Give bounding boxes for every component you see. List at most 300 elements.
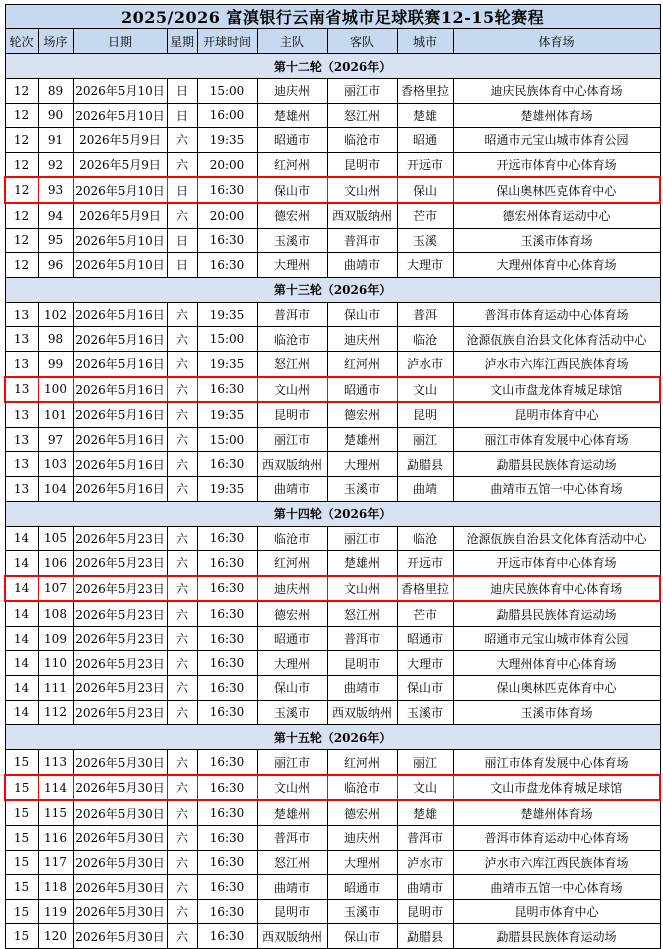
header-venue: 体育场 — [453, 29, 660, 54]
cell-date: 2026年5月16日 — [73, 476, 167, 501]
cell-venue: 玉溪市体育场 — [453, 700, 660, 725]
cell-date: 2026年5月30日 — [73, 899, 167, 924]
cell-date: 2026年5月23日 — [73, 551, 167, 576]
match-row — [5, 651, 660, 676]
cell-city: 普洱市 — [397, 826, 453, 851]
cell-away-team: 昭通市 — [327, 377, 397, 403]
cell-round: 13 — [5, 302, 38, 327]
cell-venue: 沧源佤族自治县文化体育活动中心 — [453, 526, 660, 551]
cell-home-team: 大理州 — [257, 651, 327, 676]
cell-kickoff: 16:30 — [197, 899, 257, 924]
cell-round: 14 — [5, 676, 38, 701]
cell-match-no: 103 — [38, 452, 73, 477]
cell-city: 开远市 — [397, 152, 453, 177]
cell-venue: 曲靖市五馆一中心体育场 — [453, 476, 660, 501]
cell-match-no: 116 — [38, 826, 73, 851]
cell-away-team: 保山市 — [327, 924, 397, 949]
cell-date: 2026年5月16日 — [73, 302, 167, 327]
cell-away-team: 楚雄州 — [327, 427, 397, 452]
cell-venue: 勐腊县民族体育运动场 — [453, 924, 660, 949]
cell-city: 保山市 — [397, 676, 453, 701]
match-row — [5, 750, 660, 775]
cell-home-team: 丽江市 — [257, 750, 327, 775]
cell-round: 15 — [5, 850, 38, 875]
cell-kickoff: 19:35 — [197, 351, 257, 376]
cell-city: 勐腊县 — [397, 452, 453, 477]
cell-round: 15 — [5, 800, 38, 825]
cell-round: 14 — [5, 601, 38, 626]
cell-round: 14 — [5, 576, 38, 602]
cell-city: 昭通市 — [397, 626, 453, 651]
cell-match-no: 110 — [38, 651, 73, 676]
cell-away-team: 楚雄州 — [327, 551, 397, 576]
cell-date: 2026年5月30日 — [73, 800, 167, 825]
cell-kickoff: 16:30 — [197, 775, 257, 801]
cell-kickoff: 16:30 — [197, 750, 257, 775]
cell-match-no: 92 — [38, 152, 73, 177]
cell-weekday: 六 — [167, 452, 197, 477]
match-row — [5, 152, 660, 177]
cell-home-team: 玉溪市 — [257, 228, 327, 253]
cell-away-team: 德宏州 — [327, 800, 397, 825]
cell-round: 13 — [5, 377, 38, 403]
cell-away-team: 昆明市 — [327, 651, 397, 676]
cell-city: 泸水市 — [397, 351, 453, 376]
match-row — [5, 351, 660, 376]
cell-home-team: 红河州 — [257, 551, 327, 576]
cell-kickoff: 19:35 — [197, 476, 257, 501]
cell-home-team: 迪庆州 — [257, 79, 327, 104]
cell-match-no: 113 — [38, 750, 73, 775]
cell-away-team: 大理州 — [327, 452, 397, 477]
cell-kickoff: 16:30 — [197, 253, 257, 278]
cell-kickoff: 19:35 — [197, 302, 257, 327]
cell-kickoff: 16:30 — [197, 875, 257, 900]
cell-match-no: 96 — [38, 253, 73, 278]
cell-round: 13 — [5, 476, 38, 501]
cell-kickoff: 16:30 — [197, 601, 257, 626]
cell-date: 2026年5月30日 — [73, 875, 167, 900]
match-row — [5, 128, 660, 153]
header-away: 客队 — [327, 29, 397, 54]
cell-city: 开远市 — [397, 551, 453, 576]
cell-venue: 曲靖市五馆一中心体育场 — [453, 875, 660, 900]
match-row — [5, 899, 660, 924]
cell-round: 14 — [5, 551, 38, 576]
match-row — [5, 452, 660, 477]
cell-home-team: 大理州 — [257, 253, 327, 278]
round-label: 第十二轮（2026年） — [5, 54, 660, 79]
cell-venue: 楚雄州体育场 — [453, 103, 660, 128]
cell-city: 曲靖市 — [397, 875, 453, 900]
cell-round: 13 — [5, 427, 38, 452]
cell-date: 2026年5月10日 — [73, 79, 167, 104]
match-row — [5, 476, 660, 501]
match-row — [5, 427, 660, 452]
cell-date: 2026年5月9日 — [73, 128, 167, 153]
cell-kickoff: 19:35 — [197, 128, 257, 153]
cell-date: 2026年5月30日 — [73, 924, 167, 949]
cell-date: 2026年5月23日 — [73, 526, 167, 551]
cell-date: 2026年5月9日 — [73, 203, 167, 228]
cell-weekday: 六 — [167, 750, 197, 775]
header-home: 主队 — [257, 29, 327, 54]
cell-kickoff: 16:30 — [197, 850, 257, 875]
cell-home-team: 普洱市 — [257, 826, 327, 851]
cell-kickoff: 16:30 — [197, 526, 257, 551]
cell-round: 15 — [5, 750, 38, 775]
header-round: 轮次 — [5, 29, 38, 54]
page-title: 2025/2026 富滇银行云南省城市足球联赛12-15轮赛程 — [5, 5, 660, 29]
cell-round: 12 — [5, 203, 38, 228]
cell-match-no: 120 — [38, 924, 73, 949]
cell-kickoff: 16:30 — [197, 626, 257, 651]
cell-away-team: 丽江市 — [327, 79, 397, 104]
cell-round: 13 — [5, 327, 38, 352]
cell-round: 15 — [5, 899, 38, 924]
cell-home-team: 昭通市 — [257, 128, 327, 153]
cell-match-no: 118 — [38, 875, 73, 900]
cell-match-no: 102 — [38, 302, 73, 327]
match-row — [5, 601, 660, 626]
cell-home-team: 迪庆州 — [257, 576, 327, 602]
cell-round: 14 — [5, 651, 38, 676]
cell-home-team: 曲靖市 — [257, 476, 327, 501]
cell-city: 文山 — [397, 377, 453, 403]
cell-away-team: 昆明市 — [327, 152, 397, 177]
round-header-row — [5, 277, 660, 302]
cell-city: 普洱 — [397, 302, 453, 327]
cell-home-team: 昭通市 — [257, 626, 327, 651]
cell-city: 丽江 — [397, 750, 453, 775]
cell-venue: 大理州体育中心体育场 — [453, 651, 660, 676]
cell-city: 昆明 — [397, 402, 453, 427]
header-weekday: 星期 — [167, 29, 197, 54]
schedule-sheet — [4, 4, 659, 949]
cell-round: 15 — [5, 826, 38, 851]
cell-weekday: 六 — [167, 924, 197, 949]
cell-away-team: 临沧市 — [327, 128, 397, 153]
cell-kickoff: 20:00 — [197, 152, 257, 177]
cell-away-team: 德宏州 — [327, 402, 397, 427]
cell-venue: 玉溪市体育场 — [453, 228, 660, 253]
match-row — [5, 850, 660, 875]
cell-home-team: 临沧市 — [257, 526, 327, 551]
cell-weekday: 六 — [167, 128, 197, 153]
cell-venue: 昆明市体育中心 — [453, 402, 660, 427]
cell-weekday: 日 — [167, 79, 197, 104]
cell-home-team: 昆明市 — [257, 899, 327, 924]
cell-date: 2026年5月16日 — [73, 427, 167, 452]
cell-home-team: 玉溪市 — [257, 700, 327, 725]
cell-match-no: 105 — [38, 526, 73, 551]
cell-venue: 泸水市六库江西民族体育场 — [453, 850, 660, 875]
cell-away-team: 文山州 — [327, 576, 397, 602]
cell-home-team: 西双版纳州 — [257, 452, 327, 477]
cell-kickoff: 16:30 — [197, 576, 257, 602]
cell-date: 2026年5月23日 — [73, 576, 167, 602]
cell-kickoff: 15:00 — [197, 79, 257, 104]
round-label: 第十三轮（2026年） — [5, 277, 660, 302]
match-row — [5, 203, 660, 228]
cell-venue: 昆明市体育中心 — [453, 899, 660, 924]
cell-kickoff: 16:30 — [197, 700, 257, 725]
cell-away-team: 怒江州 — [327, 601, 397, 626]
cell-home-team: 文山州 — [257, 377, 327, 403]
match-row — [5, 924, 660, 949]
cell-weekday: 六 — [167, 551, 197, 576]
cell-weekday: 日 — [167, 103, 197, 128]
cell-match-no: 99 — [38, 351, 73, 376]
cell-venue: 昭通市元宝山城市体育公园 — [453, 128, 660, 153]
cell-city: 文山 — [397, 775, 453, 801]
cell-city: 芒市 — [397, 601, 453, 626]
cell-match-no: 89 — [38, 79, 73, 104]
cell-venue: 德宏州体育运动中心 — [453, 203, 660, 228]
cell-match-no: 100 — [38, 377, 73, 403]
cell-kickoff: 19:35 — [197, 402, 257, 427]
cell-away-team: 普洱市 — [327, 228, 397, 253]
cell-match-no: 111 — [38, 676, 73, 701]
cell-weekday: 六 — [167, 899, 197, 924]
cell-venue: 丽江市体育发展中心体育场 — [453, 750, 660, 775]
cell-kickoff: 16:30 — [197, 177, 257, 203]
match-row — [5, 551, 660, 576]
round-header-row — [5, 725, 660, 750]
cell-away-team: 曲靖市 — [327, 253, 397, 278]
cell-city: 临沧 — [397, 327, 453, 352]
cell-kickoff: 16:30 — [197, 800, 257, 825]
match-row — [5, 626, 660, 651]
cell-round: 14 — [5, 626, 38, 651]
match-row — [5, 79, 660, 104]
cell-away-team: 曲靖市 — [327, 676, 397, 701]
cell-away-team: 昭通市 — [327, 875, 397, 900]
match-row — [5, 228, 660, 253]
cell-match-no: 93 — [38, 177, 73, 203]
cell-venue: 昭通市元宝山城市体育公园 — [453, 626, 660, 651]
cell-round: 12 — [5, 253, 38, 278]
cell-match-no: 115 — [38, 800, 73, 825]
cell-match-no: 104 — [38, 476, 73, 501]
cell-venue: 沧源佤族自治县文化体育活动中心 — [453, 327, 660, 352]
cell-home-team: 曲靖市 — [257, 875, 327, 900]
cell-away-team: 大理州 — [327, 850, 397, 875]
cell-date: 2026年5月16日 — [73, 327, 167, 352]
cell-away-team: 临沧市 — [327, 775, 397, 801]
cell-home-team: 怒江州 — [257, 850, 327, 875]
match-row — [5, 526, 660, 551]
cell-city: 昭通 — [397, 128, 453, 153]
cell-away-team: 红河州 — [327, 750, 397, 775]
cell-city: 临沧 — [397, 526, 453, 551]
cell-city: 香格里拉 — [397, 79, 453, 104]
cell-date: 2026年5月30日 — [73, 826, 167, 851]
cell-date: 2026年5月10日 — [73, 228, 167, 253]
match-row — [5, 875, 660, 900]
match-row — [5, 700, 660, 725]
cell-weekday: 六 — [167, 351, 197, 376]
cell-city: 保山 — [397, 177, 453, 203]
header-match-no: 场序 — [38, 29, 73, 54]
cell-venue: 开远市体育中心体育场 — [453, 152, 660, 177]
cell-weekday: 六 — [167, 875, 197, 900]
cell-round: 12 — [5, 152, 38, 177]
cell-date: 2026年5月30日 — [73, 750, 167, 775]
cell-match-no: 101 — [38, 402, 73, 427]
match-row — [5, 676, 660, 701]
match-row — [5, 253, 660, 278]
cell-home-team: 文山州 — [257, 775, 327, 801]
round-label: 第十五轮（2026年） — [5, 725, 660, 750]
match-row-highlighted — [5, 177, 660, 203]
cell-weekday: 六 — [167, 601, 197, 626]
cell-weekday: 六 — [167, 800, 197, 825]
cell-away-team: 西双版纳州 — [327, 203, 397, 228]
cell-weekday: 六 — [167, 700, 197, 725]
header-kickoff: 开球时间 — [197, 29, 257, 54]
cell-home-team: 楚雄州 — [257, 800, 327, 825]
cell-match-no: 109 — [38, 626, 73, 651]
cell-match-no: 97 — [38, 427, 73, 452]
cell-round: 13 — [5, 402, 38, 427]
cell-round: 15 — [5, 875, 38, 900]
match-row-highlighted — [5, 576, 660, 602]
cell-date: 2026年5月30日 — [73, 775, 167, 801]
cell-venue: 保山奥林匹克体育中心 — [453, 676, 660, 701]
cell-date: 2026年5月16日 — [73, 452, 167, 477]
cell-date: 2026年5月10日 — [73, 177, 167, 203]
cell-round: 14 — [5, 700, 38, 725]
cell-weekday: 日 — [167, 177, 197, 203]
cell-venue: 勐腊县民族体育运动场 — [453, 601, 660, 626]
cell-weekday: 六 — [167, 826, 197, 851]
cell-venue: 楚雄州体育场 — [453, 800, 660, 825]
cell-home-team: 保山市 — [257, 177, 327, 203]
cell-date: 2026年5月23日 — [73, 676, 167, 701]
cell-weekday: 日 — [167, 253, 197, 278]
cell-home-team: 普洱市 — [257, 302, 327, 327]
cell-city: 昆明市 — [397, 899, 453, 924]
cell-away-team: 怒江州 — [327, 103, 397, 128]
cell-kickoff: 16:30 — [197, 551, 257, 576]
cell-home-team: 怒江州 — [257, 351, 327, 376]
cell-match-no: 91 — [38, 128, 73, 153]
cell-home-team: 保山市 — [257, 676, 327, 701]
cell-round: 12 — [5, 177, 38, 203]
cell-away-team: 丽江市 — [327, 526, 397, 551]
cell-weekday: 六 — [167, 775, 197, 801]
schedule-body — [5, 5, 660, 949]
cell-city: 曲靖 — [397, 476, 453, 501]
cell-venue: 泸水市六库江西民族体育场 — [453, 351, 660, 376]
cell-venue: 开远市体育中心体育场 — [453, 551, 660, 576]
cell-match-no: 114 — [38, 775, 73, 801]
round-header-row — [5, 54, 660, 79]
cell-match-no: 112 — [38, 700, 73, 725]
cell-match-no: 117 — [38, 850, 73, 875]
match-row-highlighted — [5, 775, 660, 801]
cell-away-team: 迪庆州 — [327, 826, 397, 851]
cell-home-team: 丽江市 — [257, 427, 327, 452]
cell-round: 13 — [5, 351, 38, 376]
cell-venue: 勐腊县民族体育运动场 — [453, 452, 660, 477]
cell-home-team: 临沧市 — [257, 327, 327, 352]
title-row — [5, 5, 660, 29]
cell-city: 玉溪 — [397, 228, 453, 253]
cell-kickoff: 16:00 — [197, 103, 257, 128]
round-label: 第十四轮（2026年） — [5, 501, 660, 526]
cell-home-team: 楚雄州 — [257, 103, 327, 128]
cell-date: 2026年5月23日 — [73, 601, 167, 626]
cell-match-no: 98 — [38, 327, 73, 352]
cell-date: 2026年5月16日 — [73, 351, 167, 376]
cell-date: 2026年5月16日 — [73, 402, 167, 427]
cell-away-team: 红河州 — [327, 351, 397, 376]
cell-kickoff: 16:30 — [197, 228, 257, 253]
cell-city: 香格里拉 — [397, 576, 453, 602]
cell-home-team: 德宏州 — [257, 203, 327, 228]
cell-weekday: 六 — [167, 152, 197, 177]
cell-kickoff: 16:30 — [197, 377, 257, 403]
cell-home-team: 西双版纳州 — [257, 924, 327, 949]
cell-weekday: 六 — [167, 402, 197, 427]
cell-date: 2026年5月16日 — [73, 377, 167, 403]
cell-weekday: 日 — [167, 228, 197, 253]
cell-round: 15 — [5, 775, 38, 801]
cell-weekday: 六 — [167, 203, 197, 228]
header-city: 城市 — [397, 29, 453, 54]
cell-weekday: 六 — [167, 850, 197, 875]
cell-city: 芒市 — [397, 203, 453, 228]
cell-kickoff: 15:00 — [197, 427, 257, 452]
cell-weekday: 六 — [167, 576, 197, 602]
cell-round: 14 — [5, 526, 38, 551]
cell-weekday: 六 — [167, 327, 197, 352]
cell-city: 丽江 — [397, 427, 453, 452]
header-row — [5, 29, 660, 54]
cell-city: 大理市 — [397, 651, 453, 676]
cell-weekday: 六 — [167, 377, 197, 403]
cell-date: 2026年5月23日 — [73, 651, 167, 676]
cell-kickoff: 16:30 — [197, 826, 257, 851]
cell-date: 2026年5月30日 — [73, 850, 167, 875]
cell-city: 泸水市 — [397, 850, 453, 875]
cell-venue: 文山市盘龙体育城足球馆 — [453, 377, 660, 403]
cell-venue: 迪庆民族体育中心体育场 — [453, 79, 660, 104]
cell-date: 2026年5月9日 — [73, 152, 167, 177]
cell-city: 玉溪市 — [397, 700, 453, 725]
match-row-highlighted — [5, 377, 660, 403]
cell-date: 2026年5月10日 — [73, 103, 167, 128]
cell-venue: 丽江市体育发展中心体育场 — [453, 427, 660, 452]
cell-kickoff: 15:00 — [197, 327, 257, 352]
cell-city: 楚雄 — [397, 800, 453, 825]
cell-weekday: 六 — [167, 476, 197, 501]
cell-match-no: 90 — [38, 103, 73, 128]
cell-away-team: 迪庆州 — [327, 327, 397, 352]
cell-away-team: 保山市 — [327, 302, 397, 327]
cell-venue: 普洱市体育运动中心体育场 — [453, 826, 660, 851]
cell-city: 楚雄 — [397, 103, 453, 128]
cell-venue: 迪庆民族体育中心体育场 — [453, 576, 660, 602]
match-row — [5, 826, 660, 851]
cell-match-no: 94 — [38, 203, 73, 228]
cell-weekday: 六 — [167, 626, 197, 651]
cell-round: 15 — [5, 924, 38, 949]
cell-weekday: 六 — [167, 427, 197, 452]
match-row — [5, 402, 660, 427]
